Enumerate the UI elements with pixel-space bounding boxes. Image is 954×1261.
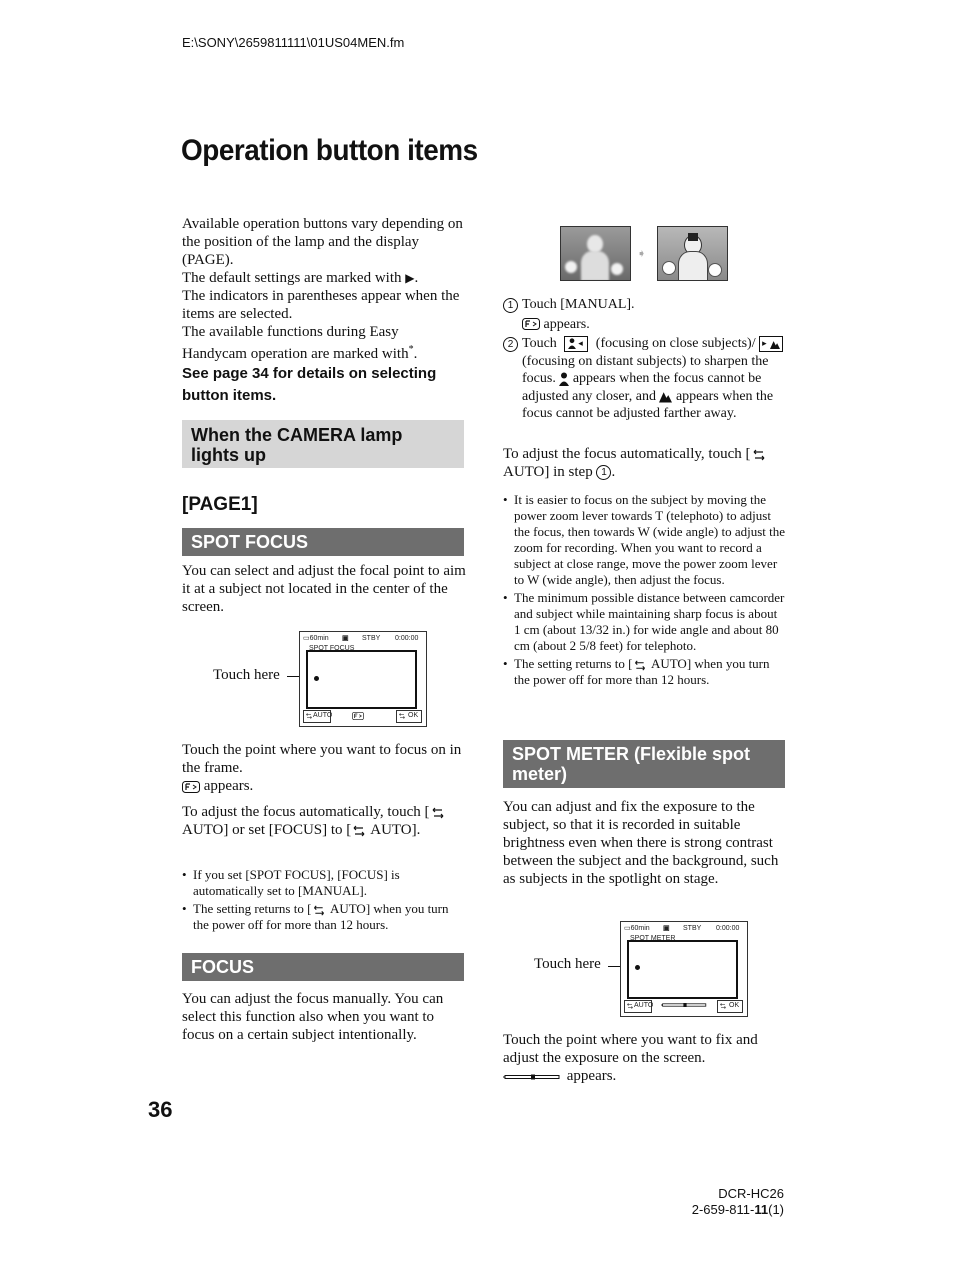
focus-notes [503, 492, 785, 690]
step-2: 2 Touch ◂ (focusing on close subjects)/ ▸ (focusing on distant subjects) to sharpen the focus. appears when the focus cannot be adjusted any closer, and appears when the focus cannot be adjusted farther away. [503, 335, 788, 423]
list-item: • It is easier to focus on the subject by moving the power zoom lever towards T (telephoto) to adjust the focus, then towards W (wide angle) to adjust the zoom for recording. When you want to record a subject at close range, move the power zoom lever to W (wide angle), then adjust the focus. [503, 492, 785, 588]
manual-focus-icon [522, 318, 540, 330]
lcd-auto-button[interactable]: AUTO [624, 1000, 652, 1013]
intro-line-3: The indicators in parentheses appear when the items are selected. [182, 288, 460, 322]
see-page-note: See page 34 for details on selecting button items. [182, 365, 437, 404]
spot-meter-lcd [620, 921, 748, 1017]
page1-heading: [PAGE1] [182, 494, 258, 515]
close-focus-button-icon: ◂ [564, 336, 588, 352]
camera-section-header [182, 420, 464, 468]
auto-icon [351, 825, 367, 837]
auto-icon [751, 449, 767, 461]
spot-meter-touch-here: Touch here [534, 956, 601, 972]
page-title: Operation button items [181, 134, 478, 167]
intro-line-4: The available functions during Easy Handycam operation are marked with*. [182, 324, 418, 362]
touch-point [314, 676, 319, 681]
focus-auto-note: To adjust the focus automatically, touch [ AUTO] in step 1 . [503, 445, 788, 481]
exposure-meter-icon [503, 1073, 563, 1081]
part-code: 2-659-811-11(1) [691, 1202, 784, 1217]
spot-meter-after: Touch the point where you want to fix and adjust the exposure on the screen. appears. [503, 1032, 758, 1084]
list-item: • The setting returns to [ AUTO] when you turn the power off for more than 12 hours. [182, 901, 457, 933]
default-marker-icon: ▶ [405, 271, 415, 285]
lcd-label: SPOT METER [630, 935, 676, 942]
lcd-time: 0:00:00 [395, 635, 419, 642]
spot-focus-notes [182, 867, 457, 935]
battery-indicator: ▭60min [624, 925, 650, 932]
spot-focus-touch-here: Touch here [213, 667, 280, 683]
spot-focus-title: SPOT FOCUS [191, 532, 309, 552]
lcd-time: 0:00:00 [716, 925, 740, 932]
intro [182, 215, 467, 407]
footer [690, 1186, 784, 1202]
lcd-auto-button[interactable]: AUTO [303, 710, 331, 723]
focus-header [182, 953, 464, 981]
focus-steps: 1 Touch [MANUAL]. appears. 2 Touch ◂ (focusing on close subjects)/ ▸ (focusing on distant subjects) to sharpen the focus. appears when the focus cannot be adjusted any closer, and appears when the focus cannot be adjusted farther away. [503, 296, 788, 423]
spot-meter-desc: You can adjust and fix the exposure to the subject, so that it is recorded in suitable brightness even when there is strong contrast between the subject and the background, such as subjects in the spotlight on stage. [503, 799, 779, 887]
spot-focus-desc: You can select and adjust the focal point to aim it at a subject not located in the center of the screen. [182, 563, 466, 615]
tape-icon: ▣ [342, 635, 349, 642]
list-item: • The setting returns to [ AUTO] when you turn the power off for more than 12 hours. [503, 656, 785, 688]
lcd-frame[interactable] [627, 940, 738, 999]
easy-handycam-marker: * [408, 344, 414, 355]
spot-meter-title: SPOT METER (Flexible spot meter) [512, 744, 751, 784]
lcd-mode: STBY [362, 635, 381, 642]
touch-point [635, 965, 640, 970]
exposure-meter-icon [661, 1001, 709, 1009]
list-item: • If you set [SPOT FOCUS], [FOCUS] is automatically set to [MANUAL]. [182, 867, 457, 899]
battery-indicator: ▭60min [303, 635, 329, 642]
lcd-frame[interactable] [306, 650, 417, 709]
lcd-ok-button[interactable]: OK [396, 710, 422, 723]
mountain-icon [659, 389, 672, 403]
arrow-right-icon: ➧ [637, 248, 647, 260]
model-number: DCR-HC26 [718, 1186, 784, 1201]
intro-line-1: Available operation buttons vary depending on the position of the lamp and the display (PAGE). [182, 216, 463, 268]
spot-focus-after: Touch the point where you want to focus on in the frame. appears. To adjust the focus automatically, touch [ AUTO] or set [FOCUS] to [ AUTO]. [182, 742, 462, 838]
spot-focus-header [182, 528, 464, 556]
spot-focus-lcd [299, 631, 427, 727]
auto-icon [632, 660, 648, 671]
auto-icon [311, 905, 327, 916]
lcd-label: SPOT FOCUS [309, 645, 355, 652]
tape-icon: ▣ [663, 925, 670, 932]
lcd-mode: STBY [683, 925, 702, 932]
focus-title: FOCUS [191, 957, 254, 977]
blurred-photo [560, 226, 631, 281]
focused-photo [657, 226, 728, 281]
step-1: 1 Touch [MANUAL]. [503, 296, 788, 314]
lcd-ok-button[interactable]: OK [717, 1000, 743, 1013]
page-number: 36 [148, 1097, 173, 1122]
intro-line-2: The default settings are marked with ▶. [182, 270, 419, 286]
auto-icon [430, 807, 446, 819]
person-icon [559, 372, 569, 386]
spot-meter-header [503, 740, 785, 788]
manual-focus-icon [352, 712, 364, 720]
file-path: E:\SONY\2659811111\01US04MEN.fm [182, 35, 405, 50]
camera-section-title: When the CAMERA lamp lights up [191, 425, 403, 465]
focus-desc: You can adjust the focus manually. You can select this function also when you want to focus on a certain subject intentionally. [182, 991, 444, 1043]
distant-focus-button-icon: ▸ [759, 336, 783, 352]
manual-focus-icon [182, 781, 200, 793]
list-item: • The minimum possible distance between camcorder and subject while maintaining sharp focus is about 1 cm (about 13/32 in.) for wide angle and about 80 cm (about 2 5/8 feet) for telephoto. [503, 590, 785, 654]
